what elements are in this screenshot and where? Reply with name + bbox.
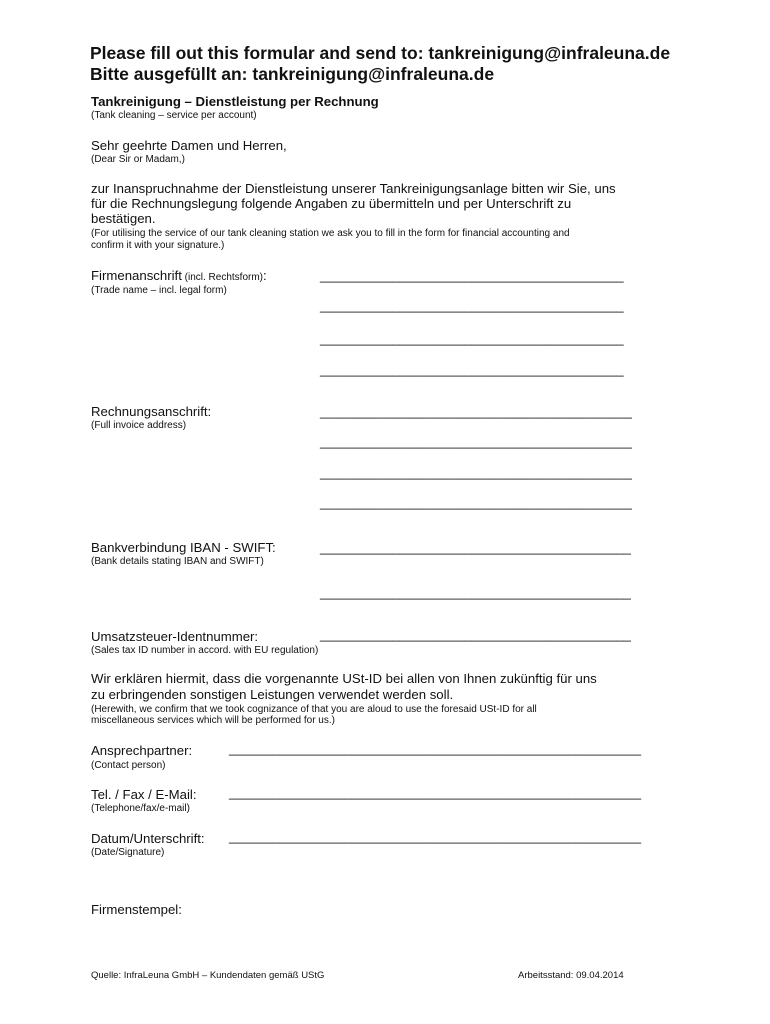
date-signature-line[interactable]: _________________________________________________________: [229, 829, 642, 844]
contact-person-label: Ansprechpartner:: [91, 743, 193, 758]
company-address-label-colon: :: [263, 268, 267, 283]
company-address-line-3[interactable]: __________________________________________: [320, 331, 624, 346]
header-line-en: Please fill out this formular and send to: tankreinigung@infraleuna.de: [90, 43, 671, 63]
company-address-label-note: (incl. Rechtsform): [181, 272, 263, 283]
bank-details-line-2[interactable]: ___________________________________________: [320, 585, 631, 600]
greeting-en: (Dear Sir or Madam,): [91, 154, 185, 165]
intro-line-1: zur Inanspruchnahme der Dienstleistung unserer Tankreinigungsanlage bitten wir Sie, uns: [91, 181, 616, 196]
intro-en-line-2: confirm it with your signature.): [91, 240, 225, 251]
invoice-address-line-2[interactable]: __________________________________________: [320, 434, 633, 449]
intro-line-2: für die Rechnungslegung folgende Angaben zu übermitteln und per Unterschrift zu: [91, 196, 572, 211]
bank-details-label: Bankverbindung IBAN - SWIFT:: [91, 540, 276, 555]
section-title-en: (Tank cleaning – service per account): [91, 110, 257, 121]
company-address-line-1[interactable]: __________________________________________: [320, 268, 624, 283]
footer-date: Arbeitsstand: 09.04.2014: [518, 970, 624, 981]
declaration-en-line-1: (Herewith, we confirm that we took cognizance of that you are aloud to use the foresaid USt-ID for all: [91, 704, 537, 715]
section-title: Tankreinigung – Dienstleistung per Rechnung: [91, 94, 379, 109]
vat-id-line[interactable]: ___________________________________________: [320, 627, 631, 642]
declaration-line-2: zu erbringenden sonstigen Leistungen verwendet werden soll.: [91, 687, 454, 702]
invoice-address-line-4[interactable]: __________________________________________: [320, 495, 633, 510]
vat-id-label-en: (Sales tax ID number in accord. with EU regulation): [91, 645, 319, 656]
contact-phone-label-en: (Telephone/fax/e-mail): [91, 803, 190, 814]
invoice-address-label-en: (Full invoice address): [91, 420, 187, 431]
vat-id-label: Umsatzsteuer-Identnummer:: [91, 629, 259, 644]
invoice-address-line-3[interactable]: __________________________________________: [320, 465, 633, 480]
intro-en-line-1: (For utilising the service of our tank cleaning station we ask you to fill in the form for financial accounting and: [91, 228, 570, 239]
invoice-address-label: Rechnungsanschrift:: [91, 404, 212, 419]
greeting: Sehr geehrte Damen und Herren,: [91, 138, 287, 153]
contact-phone-line[interactable]: _________________________________________________________: [229, 785, 642, 800]
date-signature-label-en: (Date/Signature): [91, 847, 165, 858]
invoice-address-line-1[interactable]: __________________________________________: [320, 404, 633, 419]
declaration-line-1: Wir erklären hiermit, dass die vorgenannte USt-ID bei allen von Ihnen zukünftig für uns: [91, 671, 597, 686]
date-signature-label: Datum/Unterschrift:: [91, 831, 205, 846]
company-address-label-main: Firmenanschrift: [91, 268, 182, 283]
contact-phone-label: Tel. / Fax / E-Mail:: [91, 787, 197, 802]
company-address-line-4[interactable]: __________________________________________: [320, 362, 624, 377]
company-address-label: [91, 268, 267, 284]
contact-person-label-en: (Contact person): [91, 760, 166, 771]
intro-line-3: bestätigen.: [91, 211, 156, 226]
bank-details-line-1[interactable]: ___________________________________________: [320, 540, 631, 555]
company-stamp-label: Firmenstempel:: [91, 902, 182, 917]
contact-person-line[interactable]: _________________________________________________________: [229, 741, 642, 756]
bank-details-label-en: (Bank details stating IBAN and SWIFT): [91, 556, 264, 567]
declaration-en-line-2: miscellaneous services which will be performed for us.): [91, 715, 335, 726]
header-line-de: Bitte ausgefüllt an: tankreinigung@infraleuna.de: [90, 64, 495, 84]
company-address-line-2[interactable]: __________________________________________: [320, 298, 624, 313]
company-address-label-en: (Trade name – incl. legal form): [91, 285, 227, 296]
footer-source: Quelle: InfraLeuna GmbH – Kundendaten gemäß UStG: [91, 970, 325, 981]
